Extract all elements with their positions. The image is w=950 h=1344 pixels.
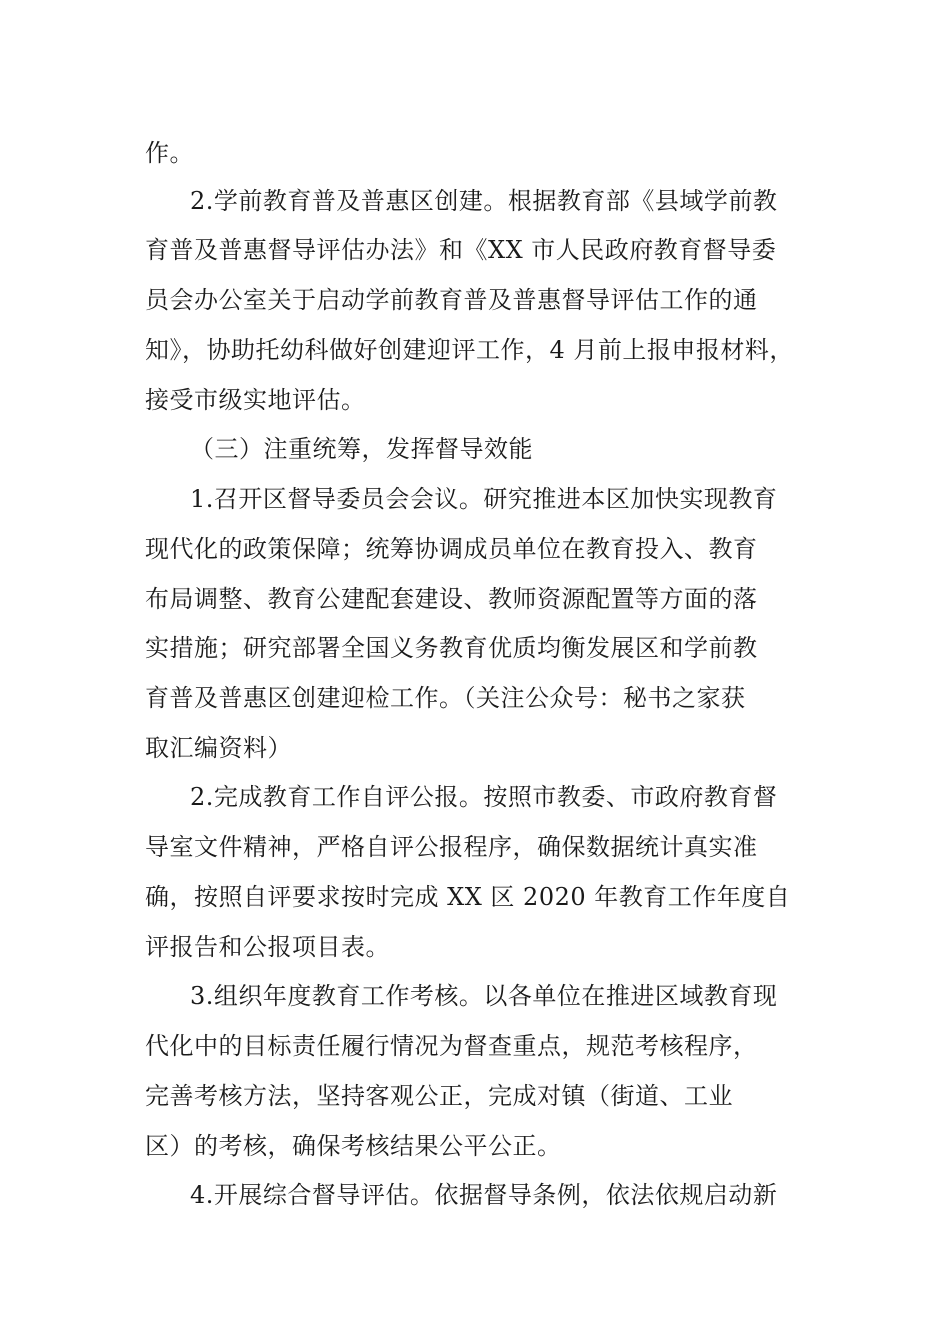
paragraph-line: 员会办公室关于启动学前教育普及普惠督导评估工作的通 bbox=[145, 286, 758, 314]
paragraph-line: 确，按照自评要求按时完成 XX 区 2020 年教育工作年度自 bbox=[145, 883, 791, 911]
paragraph-line: 现代化的政策保障；统筹协调成员单位在教育投入、教育 bbox=[145, 535, 758, 563]
paragraph-line: 布局调整、教育公建配套建设、教师资源配置等方面的落 bbox=[145, 585, 758, 613]
paragraph-line: 取汇编资料） bbox=[145, 734, 292, 762]
paragraph-line: 区）的考核，确保考核结果公平公正。 bbox=[145, 1132, 562, 1160]
paragraph-line: 3.组织年度教育工作考核。以各单位在推进区域教育现 bbox=[190, 982, 778, 1010]
paragraph-line: 育普及普惠督导评估办法》和《XX 市人民政府教育督导委 bbox=[145, 236, 777, 264]
paragraph-line: 育普及普惠区创建迎检工作。（关注公众号：秘书之家获 bbox=[145, 684, 746, 712]
paragraph-line: 代化中的目标责任履行情况为督查重点，规范考核程序， bbox=[145, 1032, 758, 1060]
paragraph-line: 完善考核方法，坚持客观公正，完成对镇（街道、工业 bbox=[145, 1082, 733, 1110]
paragraph-line: 2.学前教育普及普惠区创建。根据教育部《县域学前教 bbox=[190, 187, 778, 215]
section-heading: （三）注重统筹，发挥督导效能 bbox=[190, 435, 533, 463]
paragraph-line: 实措施；研究部署全国义务教育优质均衡发展区和学前教 bbox=[145, 634, 758, 662]
paragraph-line: 评报告和公报项目表。 bbox=[145, 933, 390, 961]
paragraph-line: 4.开展综合督导评估。依据督导条例，依法依规启动新 bbox=[190, 1181, 778, 1209]
paragraph-line: 1.召开区督导委员会会议。研究推进本区加快实现教育 bbox=[190, 485, 778, 513]
paragraph-line: 接受市级实地评估。 bbox=[145, 386, 366, 414]
paragraph-line: 导室文件精神，严格自评公报程序，确保数据统计真实准 bbox=[145, 833, 758, 861]
paragraph-line: 作。 bbox=[145, 139, 194, 167]
paragraph-line: 知》，协助托幼科做好创建迎评工作，4 月前上报申报材料， bbox=[145, 336, 794, 364]
paragraph-line: 2.完成教育工作自评公报。按照市教委、市政府教育督 bbox=[190, 783, 778, 811]
